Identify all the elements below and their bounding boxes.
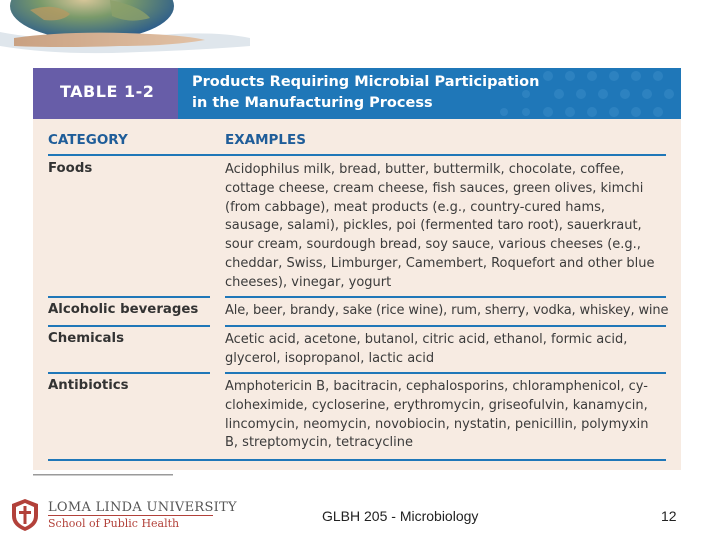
examples-line: sour cream, sourdough bread, soy sauce, various cheeses (e.g.,: [225, 237, 641, 253]
slide-number: 12: [661, 508, 677, 524]
university-logo: [10, 496, 237, 534]
table-title: [192, 72, 539, 114]
copyright-credit-line: [33, 473, 173, 477]
logo-divider: [48, 515, 213, 516]
examples-line: cloheximide, cycloserine, erythromycin, griseofulvin, kanamycin,: [225, 397, 648, 413]
examples-line: cottage cheese, cream cheese, fish sauces, green olives, kimchi: [225, 180, 644, 196]
row-examples-alcoholic-beverages: [225, 302, 680, 321]
course-title: GLBH 205 - Microbiology: [322, 508, 479, 524]
row-category-alcoholic-beverages: Alcoholic beverages: [48, 302, 199, 317]
table-number: TABLE 1-2: [60, 82, 155, 101]
table-title-line-2: in the Manufacturing Process: [192, 95, 433, 111]
examples-line: Acetic acid, acetone, butanol, citric acid, ethanol, formic acid,: [225, 332, 628, 347]
examples-line: lincomycin, neomycin, novobiocin, nystatin, penicillin, polymyxin: [225, 416, 649, 432]
column-header-examples: EXAMPLES: [225, 132, 306, 148]
row-category-antibiotics: Antibiotics: [48, 378, 129, 393]
examples-line: cheeses), vinegar, yogurt: [225, 274, 392, 290]
row-divider: [225, 325, 666, 327]
examples-line: sausage, salami), pickles, poi (fermented taro root), sauerkraut,: [225, 218, 642, 234]
row-category-chemicals: Chemicals: [48, 331, 124, 346]
row-divider: [48, 296, 210, 298]
row-divider: [225, 372, 666, 374]
table-number-tag: [33, 68, 178, 119]
row-examples-foods: [225, 161, 675, 293]
examples-line: B, streptomycin, tetracycline: [225, 435, 413, 451]
row-examples-antibiotics: [225, 378, 675, 453]
examples-line: (from cabbage), meat products (e.g., country-cured hams,: [225, 199, 606, 215]
row-divider: [48, 325, 210, 327]
examples-line: Amphotericin B, bacitracin, cephalosporins, chloramphenicol, cy-: [225, 379, 648, 394]
table-title-line-1: Products Requiring Microbial Participation: [192, 74, 540, 90]
table-bottom-rule: [48, 459, 666, 461]
globe-hand-icon: [0, 0, 260, 70]
table-header-band: [33, 68, 681, 119]
university-name: LOMA LINDA UNIVERSITY: [48, 500, 237, 515]
school-name: School of Public Health: [48, 517, 180, 530]
examples-line: Acidophilus milk, bread, butter, buttermilk, chocolate, coffee,: [225, 162, 625, 177]
examples-line: Ale, beer, brandy, sake (rice wine), rum, sherry, vodka, whiskey, wine: [225, 303, 669, 318]
examples-line: cheddar, Swiss, Limburger, Camembert, Roquefort and other blue: [225, 255, 655, 271]
row-divider: [48, 372, 210, 374]
row-divider: [225, 296, 666, 298]
row-examples-chemicals: [225, 331, 675, 369]
header-divider: [48, 154, 666, 156]
examples-line: glycerol, isopropanol, lactic acid: [225, 350, 435, 366]
table-card: [33, 68, 681, 470]
column-header-category: CATEGORY: [48, 132, 128, 148]
row-category-foods: Foods: [48, 161, 93, 176]
university-seal-icon: [10, 498, 40, 532]
